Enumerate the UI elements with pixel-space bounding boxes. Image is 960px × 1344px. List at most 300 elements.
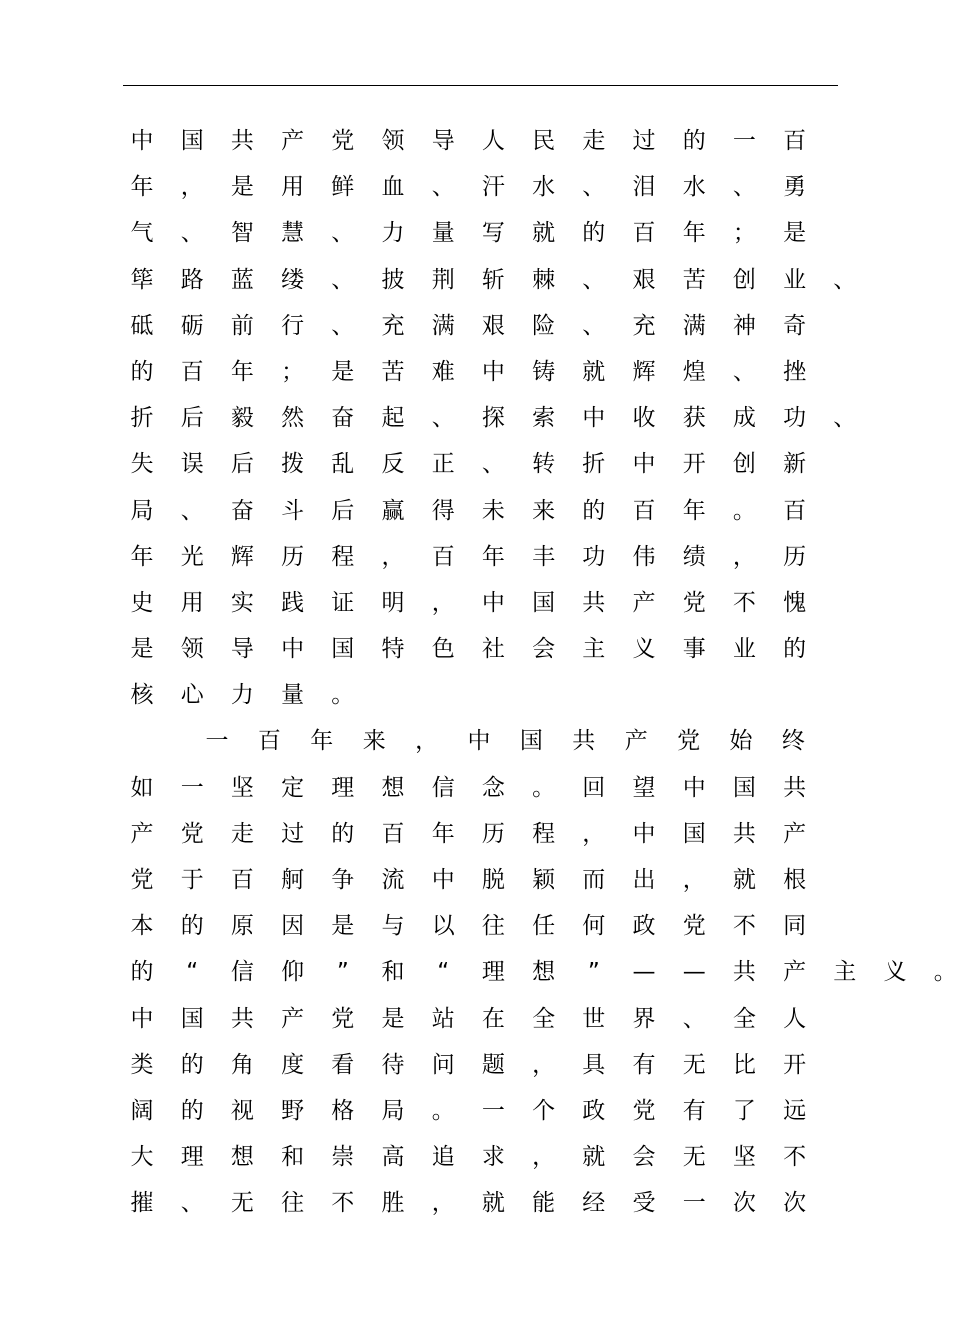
text-char: 政 (582, 1097, 606, 1124)
text-char: 斗 (281, 497, 305, 524)
text-char: 事 (682, 636, 706, 663)
text-char: 类 (130, 1051, 154, 1078)
text-char: 共 (230, 1005, 254, 1032)
text-line-11 (0, 580, 950, 626)
text-char: 无 (682, 1144, 706, 1171)
text-char: 党 (331, 1005, 355, 1032)
text-char: 奋 (230, 497, 254, 524)
text-char: 历 (481, 820, 505, 847)
text-char: 年 (230, 358, 254, 385)
text-char: 经 (582, 1190, 606, 1217)
text-char: 有 (682, 1097, 706, 1124)
text-char: 煌 (682, 358, 706, 385)
text-char: 是 (783, 220, 807, 247)
text-char: 来 (362, 728, 386, 755)
text-char: 年 (481, 543, 505, 570)
text-char: 坚 (230, 774, 254, 801)
text-char: 折 (582, 451, 606, 478)
text-char: 于 (180, 867, 204, 893)
text-char: 用 (180, 589, 204, 616)
text-char: 探 (481, 405, 505, 432)
text-char: 获 (682, 405, 706, 432)
text-char: 共 (582, 589, 606, 616)
text-char: 神 (732, 312, 756, 339)
text-char: 后 (331, 497, 355, 524)
text-line-19 (0, 949, 957, 995)
text-char: 、 (431, 174, 455, 201)
text-char: 奋 (331, 405, 355, 432)
text-char: ； (281, 358, 305, 385)
text-char: 气 (130, 220, 154, 247)
text-char: 走 (582, 128, 606, 154)
text-char: 证 (331, 589, 355, 616)
text-char: 中 (481, 589, 505, 616)
text-line-24 (0, 1180, 950, 1226)
text-char: 个 (532, 1097, 556, 1124)
text-line-21 (0, 1042, 950, 1088)
text-char: 、 (331, 220, 355, 247)
text-char: 会 (532, 636, 556, 663)
text-line-2 (0, 164, 950, 210)
text-char: ， (431, 1190, 455, 1217)
text-line-14 (0, 718, 950, 764)
text-char: 在 (481, 1005, 505, 1032)
text-char: 导 (230, 636, 254, 663)
text-char: 百 (180, 358, 204, 385)
text-char: 百 (431, 543, 455, 570)
text-char: 产 (281, 1005, 305, 1032)
text-char: 产 (130, 820, 154, 847)
text-char: 前 (230, 312, 254, 339)
text-char: 想 (381, 774, 405, 801)
text-char: 国 (180, 128, 204, 154)
text-char: 产 (783, 820, 807, 847)
text-char: 奇 (783, 312, 807, 339)
text-char: 、 (732, 358, 756, 385)
text-char: 辉 (632, 358, 656, 385)
text-char: 高 (381, 1144, 405, 1171)
text-char: 比 (732, 1051, 756, 1078)
text-char: 义 (632, 636, 656, 663)
text-char: 然 (281, 405, 305, 432)
text-char: 筚 (130, 266, 154, 293)
text-char: 艰 (481, 312, 505, 339)
text-char: 始 (729, 728, 753, 755)
text-char: 主 (833, 959, 857, 986)
text-char: 苦 (682, 266, 706, 293)
text-char: 党 (331, 128, 355, 154)
text-char: 后 (180, 405, 204, 432)
text-char: 争 (331, 867, 355, 893)
text-char: 、 (481, 451, 505, 478)
text-char: 政 (632, 913, 656, 940)
text-char: 想 (230, 1144, 254, 1171)
text-char: 是 (331, 358, 355, 385)
text-line-4 (0, 257, 950, 303)
text-char: 具 (582, 1051, 606, 1078)
text-char: 血 (381, 174, 405, 201)
text-char: 创 (732, 266, 756, 293)
text-char: 践 (281, 589, 305, 616)
text-char: 。 (431, 1097, 455, 1124)
text-char: 共 (732, 959, 756, 986)
text-char: 的 (130, 959, 154, 986)
text-char: 如 (130, 774, 154, 801)
text-char: ， (431, 589, 455, 616)
text-char: 是 (230, 174, 254, 201)
text-char: 望 (632, 774, 656, 801)
text-char: 百 (783, 128, 807, 154)
text-char: 过 (632, 128, 656, 154)
text-char: 赢 (381, 497, 405, 524)
text-char: 就 (582, 1144, 606, 1171)
text-line-7 (0, 395, 950, 441)
text-char: 不 (732, 589, 756, 616)
text-char: 产 (624, 728, 648, 755)
text-char: 色 (431, 636, 455, 663)
text-char: 光 (180, 543, 204, 570)
text-char: 的 (682, 128, 706, 154)
text-char: 党 (130, 867, 154, 893)
text-char: 、 (331, 312, 355, 339)
text-char: 年 (130, 543, 154, 570)
text-char: 世 (582, 1005, 606, 1032)
text-char: 同 (783, 913, 807, 940)
text-char: 来 (532, 497, 556, 524)
text-char: 无 (230, 1190, 254, 1217)
text-char: 用 (281, 174, 305, 201)
text-char: 一 (481, 1097, 505, 1124)
text-char: 核 (130, 682, 154, 709)
text-char: 原 (230, 913, 254, 940)
text-char: 的 (582, 497, 606, 524)
text-char: 崇 (331, 1144, 355, 1171)
text-char: 程 (532, 820, 556, 847)
text-char: 摧 (130, 1190, 154, 1217)
text-char: 、 (833, 266, 857, 293)
text-char: 国 (331, 636, 355, 663)
text-char: 格 (331, 1097, 355, 1124)
text-char: 程 (331, 543, 355, 570)
text-char: 一 (682, 1190, 706, 1217)
text-char: 起 (381, 405, 405, 432)
text-char: 局 (381, 1097, 405, 1124)
text-line-1 (0, 118, 950, 164)
text-line-15 (0, 765, 950, 811)
text-char: 不 (732, 913, 756, 940)
document-body (0, 118, 957, 1227)
text-char: 而 (582, 867, 606, 893)
text-char: 和 (381, 959, 405, 986)
text-char: 砥 (130, 312, 154, 339)
text-char: 党 (632, 1097, 656, 1124)
text-char: 阔 (130, 1097, 154, 1124)
text-char: 的 (331, 820, 355, 847)
text-char: 艰 (632, 266, 656, 293)
text-char: 毅 (230, 405, 254, 432)
text-line-22 (0, 1088, 950, 1134)
text-char: 转 (532, 451, 556, 478)
text-char: 、 (180, 497, 204, 524)
text-char: 力 (230, 682, 254, 709)
text-char: 党 (682, 589, 706, 616)
text-char: 人 (481, 128, 505, 154)
text-char: 国 (532, 589, 556, 616)
text-char: 追 (431, 1144, 455, 1171)
text-char: 国 (682, 820, 706, 847)
text-char: ， (381, 543, 405, 570)
text-char: 本 (130, 913, 154, 940)
text-char: 就 (582, 358, 606, 385)
text-char: 不 (331, 1190, 355, 1217)
text-char: 、 (732, 174, 756, 201)
text-char: 是 (381, 1005, 405, 1032)
text-char: 局 (130, 497, 154, 524)
text-char: 出 (632, 867, 656, 893)
text-char: 题 (481, 1051, 505, 1078)
text-char: 信 (230, 959, 254, 986)
text-char: 的 (180, 1097, 204, 1124)
text-char: 充 (381, 312, 405, 339)
text-char: 、 (582, 312, 606, 339)
text-char: 中 (682, 774, 706, 801)
text-char: 、 (833, 405, 857, 432)
text-char: 理 (331, 774, 355, 801)
text-char: 失 (130, 451, 154, 478)
text-char: 丰 (532, 543, 556, 570)
text-char: 、 (180, 220, 204, 247)
text-char: 领 (381, 128, 405, 154)
text-char: 路 (180, 266, 204, 293)
text-char: 成 (732, 405, 756, 432)
text-char: 披 (381, 266, 405, 293)
text-char: 理 (481, 959, 505, 986)
text-char: 过 (281, 820, 305, 847)
text-char: 何 (582, 913, 606, 940)
text-char: 胜 (381, 1190, 405, 1217)
text-char: 、 (180, 1190, 204, 1217)
text-char: 远 (783, 1097, 807, 1124)
text-char: ， (180, 174, 204, 201)
text-char: 中 (632, 451, 656, 478)
text-char: 折 (130, 405, 154, 432)
text-char: 中 (281, 636, 305, 663)
text-char: 业 (783, 266, 807, 293)
text-char: 伟 (632, 543, 656, 570)
text-char: 正 (431, 451, 455, 478)
text-char: 。 (331, 682, 355, 709)
text-char: 仰 (281, 959, 305, 986)
text-char: 社 (481, 636, 505, 663)
text-char: 铸 (532, 358, 556, 385)
text-char: 业 (732, 636, 756, 663)
text-char: 、 (431, 405, 455, 432)
text-char: 功 (582, 543, 606, 570)
text-char: 共 (732, 820, 756, 847)
text-char: 行 (281, 312, 305, 339)
text-char: 开 (682, 451, 706, 478)
text-line-23 (0, 1134, 950, 1180)
text-char: ； (732, 220, 756, 247)
text-char: 反 (381, 451, 405, 478)
text-char: 绩 (682, 543, 706, 570)
text-char: 领 (180, 636, 204, 663)
text-char: 党 (677, 728, 701, 755)
text-char: 产 (632, 589, 656, 616)
text-char: 一 (180, 774, 204, 801)
text-char: 年 (431, 820, 455, 847)
text-char: 险 (532, 312, 556, 339)
text-char: 水 (532, 174, 556, 201)
text-char: ， (682, 867, 706, 893)
text-char: 国 (180, 1005, 204, 1032)
text-char: 误 (180, 451, 204, 478)
text-char: 苦 (381, 358, 405, 385)
text-char: 脱 (481, 867, 505, 893)
text-char: 终 (781, 728, 805, 755)
text-line-8 (0, 441, 950, 487)
text-char: 棘 (532, 266, 556, 293)
text-char: 任 (532, 913, 556, 940)
text-char: 明 (381, 589, 405, 616)
text-char: 中 (130, 128, 154, 154)
text-char: 斩 (481, 266, 505, 293)
text-char: 百 (257, 728, 281, 755)
text-char: 收 (632, 405, 656, 432)
text-char: 百 (783, 497, 807, 524)
text-char: 辉 (230, 543, 254, 570)
text-char: 量 (431, 220, 455, 247)
text-char: 百 (632, 497, 656, 524)
text-char: 得 (431, 497, 455, 524)
text-char: ， (415, 728, 439, 755)
text-char: 根 (783, 867, 807, 893)
text-char: 受 (632, 1190, 656, 1217)
text-line-10 (0, 534, 950, 580)
text-char: 中 (632, 820, 656, 847)
text-char: 是 (130, 636, 154, 663)
text-char: 的 (180, 913, 204, 940)
text-char: 导 (431, 128, 455, 154)
text-char: 信 (431, 774, 455, 801)
text-char: ， (532, 1144, 556, 1171)
text-char: ， (532, 1051, 556, 1078)
text-line-20 (0, 996, 950, 1042)
text-char: 。 (532, 774, 556, 801)
text-line-9 (0, 488, 950, 534)
text-char: “ (186, 959, 199, 986)
text-char: 智 (230, 220, 254, 247)
text-char: 写 (481, 220, 505, 247)
text-char: 民 (532, 128, 556, 154)
text-char: 慧 (281, 220, 305, 247)
text-char: 水 (682, 174, 706, 201)
text-char: 流 (381, 867, 405, 893)
text-char: 年 (682, 497, 706, 524)
text-char: 充 (632, 312, 656, 339)
text-line-3 (0, 210, 950, 256)
text-char: 。 (933, 959, 957, 986)
text-char: 中 (467, 728, 491, 755)
text-char: 舸 (281, 867, 305, 893)
text-char: 因 (281, 913, 305, 940)
text-char: 中 (431, 867, 455, 893)
text-char: 挫 (783, 358, 807, 385)
text-char: 主 (582, 636, 606, 663)
text-char: 汗 (481, 174, 505, 201)
text-char: 特 (381, 636, 405, 663)
text-line-6 (0, 349, 950, 395)
text-char: 坚 (732, 1144, 756, 1171)
text-char: 的 (180, 1051, 204, 1078)
text-char: 难 (431, 358, 455, 385)
text-char: 一 (205, 728, 229, 755)
text-char: 问 (431, 1051, 455, 1078)
text-char: 以 (431, 913, 455, 940)
text-char: 中 (582, 405, 606, 432)
text-char: 和 (281, 1144, 305, 1171)
text-char: 产 (783, 959, 807, 986)
text-char: 历 (783, 543, 807, 570)
text-char: 实 (230, 589, 254, 616)
text-char: 回 (582, 774, 606, 801)
text-line-17 (0, 857, 950, 903)
text-char: 会 (632, 1144, 656, 1171)
text-char: ， (582, 820, 606, 847)
text-char: 新 (783, 451, 807, 478)
text-char: 就 (732, 867, 756, 893)
text-char: 后 (230, 451, 254, 478)
text-char: 共 (572, 728, 596, 755)
text-line-12 (0, 626, 950, 672)
text-char: 力 (381, 220, 405, 247)
text-char: 有 (632, 1051, 656, 1078)
text-char: 求 (481, 1144, 505, 1171)
text-line-5 (0, 303, 950, 349)
text-char: 拨 (281, 451, 305, 478)
text-line-18 (0, 903, 950, 949)
text-char: 满 (431, 312, 455, 339)
text-char: 颖 (532, 867, 556, 893)
text-char: 鲜 (331, 174, 355, 201)
text-char: 的 (783, 636, 807, 663)
text-char: 义 (883, 959, 907, 986)
text-char: “ (437, 959, 450, 986)
text-char: 、 (331, 266, 355, 293)
text-char: 无 (682, 1051, 706, 1078)
text-char: 、 (582, 266, 606, 293)
text-char: 中 (481, 358, 505, 385)
text-line-13 (0, 672, 950, 718)
text-char: 百 (381, 820, 405, 847)
text-char: 满 (682, 312, 706, 339)
text-char: 站 (431, 1005, 455, 1032)
text-char: 百 (230, 867, 254, 893)
text-char: 不 (783, 1144, 807, 1171)
text-char: 百 (632, 220, 656, 247)
text-char: 。 (732, 497, 756, 524)
text-char: 是 (331, 913, 355, 940)
text-char: 未 (481, 497, 505, 524)
text-char: 定 (281, 774, 305, 801)
text-char: 乱 (331, 451, 355, 478)
text-char: 就 (532, 220, 556, 247)
text-char: 勇 (783, 174, 807, 201)
text-char: 的 (130, 358, 154, 385)
text-char: 与 (381, 913, 405, 940)
text-char: 量 (281, 682, 305, 709)
text-char: 、 (582, 174, 606, 201)
